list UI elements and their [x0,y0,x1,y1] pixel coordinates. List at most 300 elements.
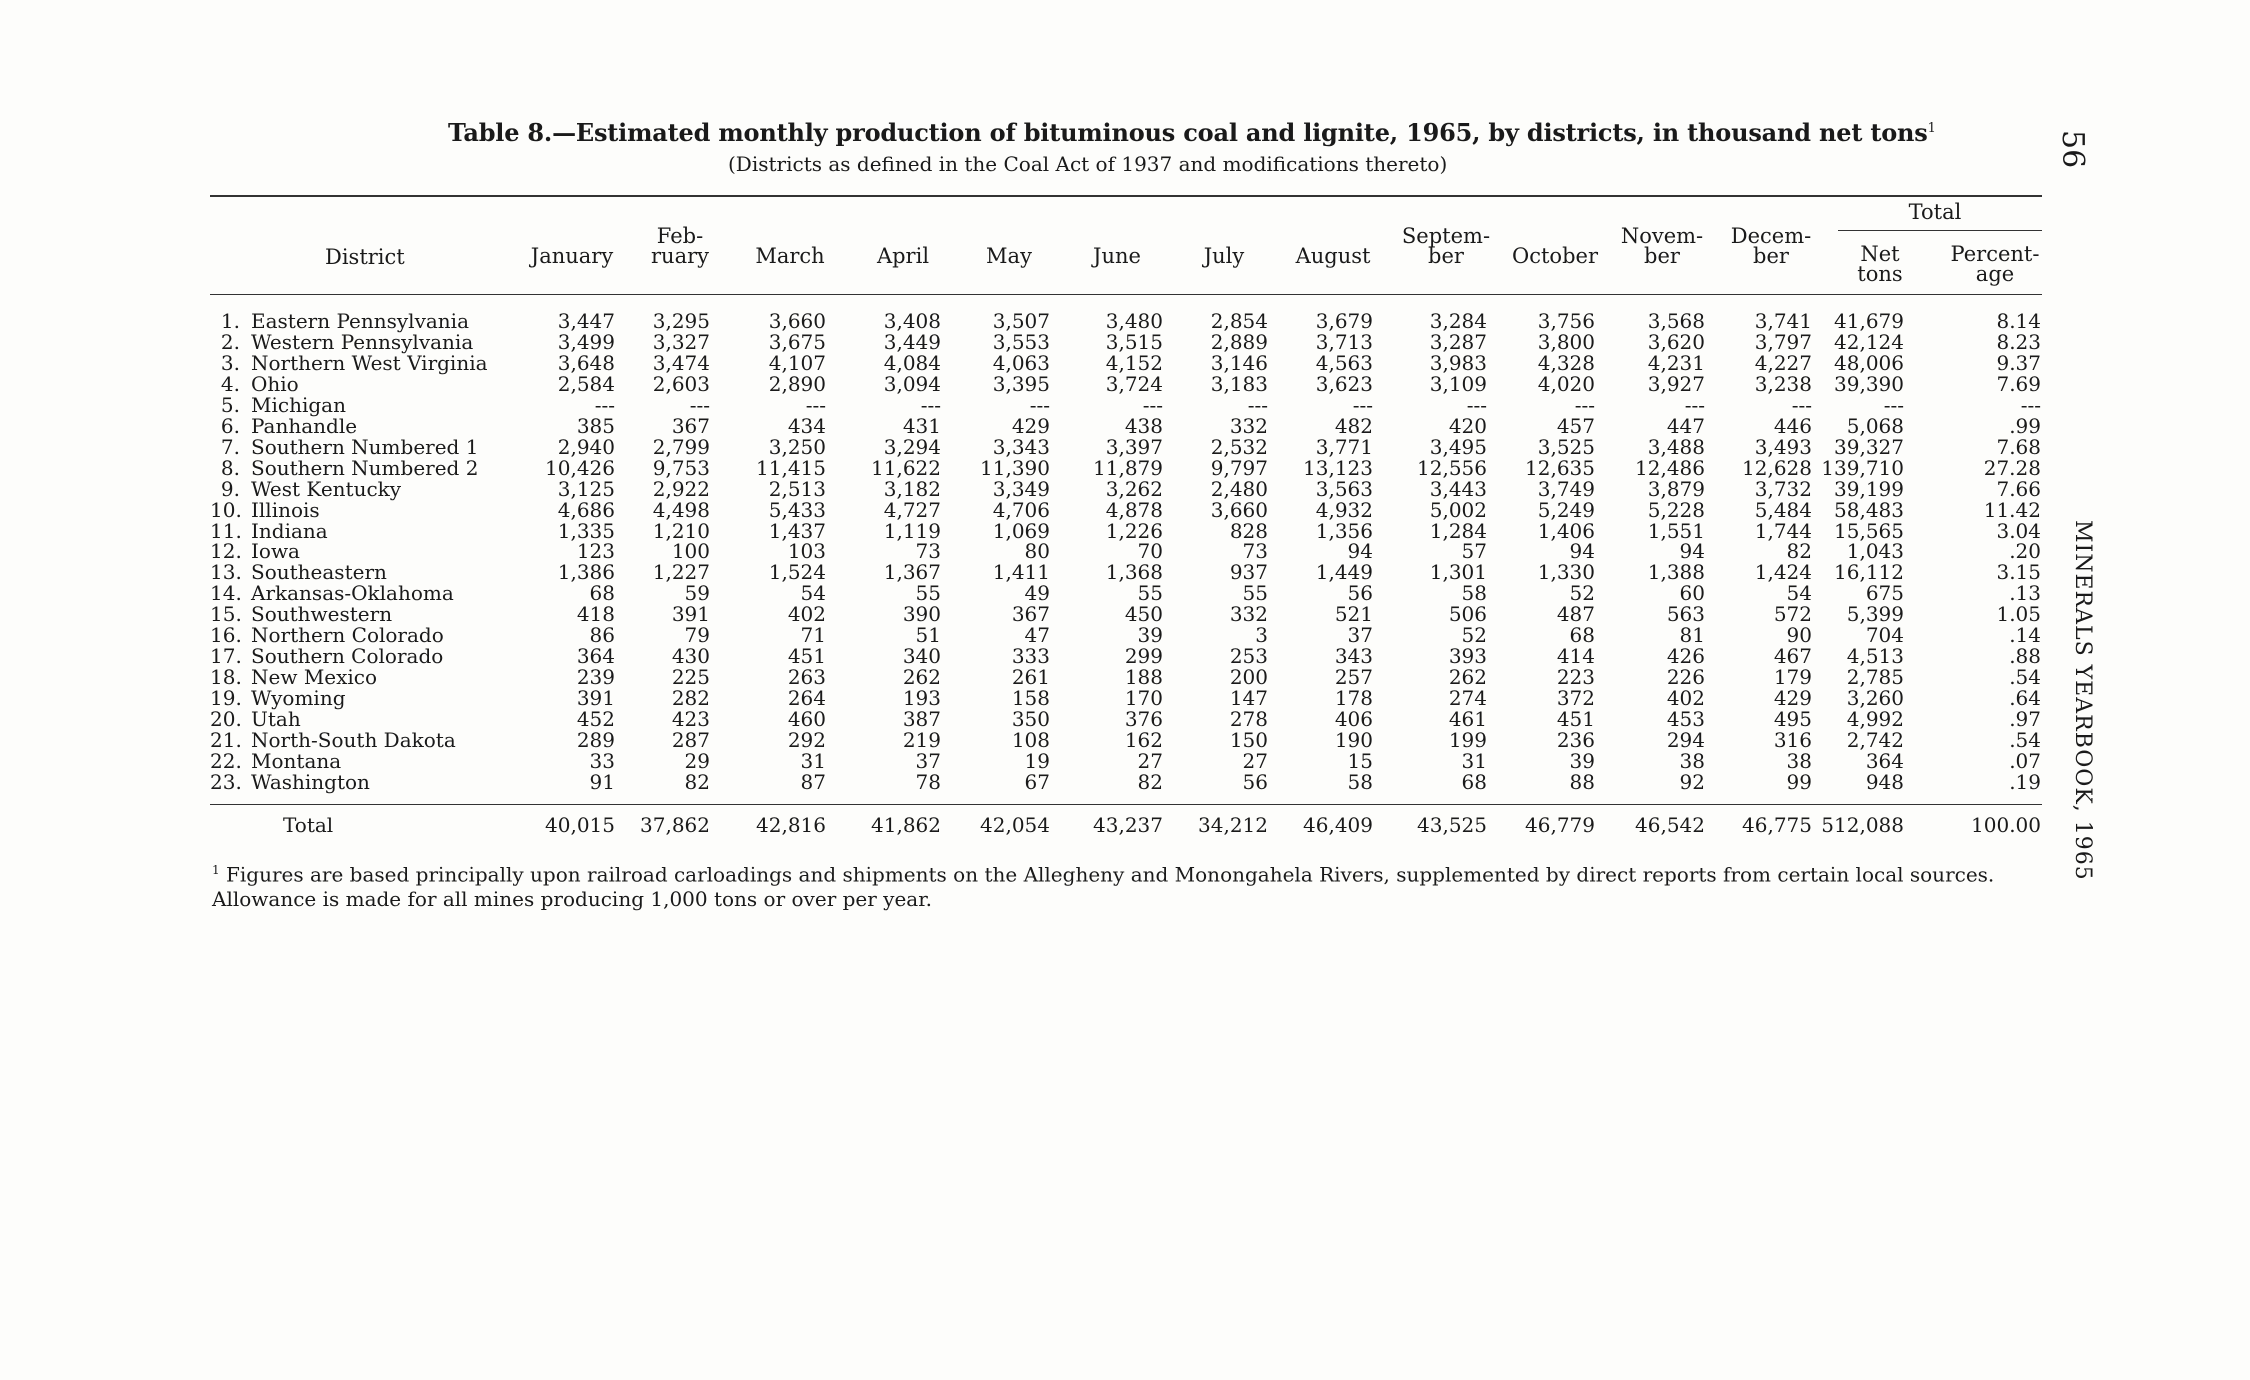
value-cell: .64 [2009,686,2041,710]
value-cell: 3,094 [883,372,941,396]
value-cell: 5,068 [1846,414,1904,438]
district-name: Arkansas-Oklahoma [251,581,454,605]
value-cell: 58 [1347,770,1373,794]
table-row [210,583,2042,604]
value-cell: 82 [684,770,710,794]
value-cell: --- [1466,393,1487,417]
value-cell: 12,635 [1525,456,1595,480]
value-cell: 1,406 [1537,519,1595,543]
value-cell: 506 [1448,602,1487,626]
value-cell: 3,732 [1754,477,1812,501]
value-cell: 367 [1011,602,1050,626]
value-cell: 9.37 [1996,351,2041,375]
value-cell: 5,484 [1754,498,1812,522]
value-cell: 495 [1773,707,1812,731]
value-cell: 82 [1786,539,1812,563]
value-cell: 225 [671,665,710,689]
value-cell: 1,227 [652,560,710,584]
value-cell: 332 [1229,414,1268,438]
row-number: 1. [220,309,240,333]
value-cell: .97 [2009,707,2041,731]
value-cell: --- [1791,393,1812,417]
table-row [210,562,2042,583]
value-cell: 3,675 [768,330,826,354]
value-cell: 402 [787,602,826,626]
value-cell: 5,228 [1647,498,1705,522]
value-cell: --- [1247,393,1268,417]
header-month: Novem- ber [1620,224,1704,268]
value-cell: 223 [1556,665,1595,689]
value-cell: .07 [2009,749,2041,773]
value-cell: 11,879 [1093,456,1163,480]
value-cell: 387 [902,707,941,731]
value-cell: --- [1029,393,1050,417]
value-cell: 188 [1124,665,1163,689]
value-cell: 11,390 [980,456,1050,480]
value-cell: 43,237 [1093,813,1163,837]
value-cell: 3,109 [1429,372,1487,396]
value-cell: 1,386 [557,560,615,584]
value-cell: 2,513 [768,477,826,501]
value-cell: 3 [1255,623,1268,647]
header-month: January [530,244,614,268]
value-cell: 2,799 [652,435,710,459]
value-cell: 68 [1461,770,1487,794]
value-cell: 1,356 [1315,519,1373,543]
value-cell: 3,488 [1647,435,1705,459]
district-name: Utah [251,707,301,731]
value-cell: 1,301 [1429,560,1487,584]
value-cell: 1,388 [1647,560,1705,584]
footnote-mark: 1 [212,863,220,877]
value-cell: 2,532 [1210,435,1268,459]
value-cell: 3,327 [652,330,710,354]
top-rule [210,195,2042,197]
value-cell: 38 [1786,749,1812,773]
value-cell: 2,785 [1846,665,1904,689]
header-month: May [986,244,1032,268]
value-cell: 1,210 [652,519,710,543]
value-cell: 333 [1011,644,1050,668]
table-row [210,437,2042,458]
value-cell: 47 [1024,623,1050,647]
value-cell: 139,710 [1821,456,1904,480]
district-name: Montana [251,749,342,773]
value-cell: 376 [1124,707,1163,731]
district-name: Indiana [251,519,328,543]
value-cell: 90 [1786,623,1812,647]
value-cell: 3,797 [1754,330,1812,354]
value-cell: 3,660 [768,309,826,333]
value-cell: 100.00 [1971,813,2041,837]
value-cell: 158 [1011,686,1050,710]
title-footnote-mark: 1 [1927,121,1936,136]
value-cell: 91 [589,770,615,794]
value-cell: 402 [1666,686,1705,710]
value-cell: 828 [1229,519,1268,543]
value-cell: 94 [1347,539,1373,563]
value-cell: 2,480 [1210,477,1268,501]
value-cell: 4,063 [992,351,1050,375]
value-cell: 40,015 [545,813,615,837]
district-name: Eastern Pennsylvania [251,309,469,333]
value-cell: 1,119 [883,519,941,543]
table-row [210,709,2042,730]
row-number: 23. [210,770,242,794]
value-cell: 3,623 [1315,372,1373,396]
value-cell: 3,443 [1429,477,1487,501]
value-cell: 264 [787,686,826,710]
value-cell: --- [805,393,826,417]
value-cell: 367 [671,414,710,438]
value-cell: 3,648 [557,351,615,375]
value-cell: 3,749 [1537,477,1595,501]
value-cell: 108 [1011,728,1050,752]
value-cell: 59 [684,581,710,605]
table-row [210,374,2042,395]
value-cell: 38 [1679,749,1705,773]
value-cell: 418 [576,602,615,626]
header-month: August [1295,244,1371,268]
value-cell: 46,409 [1303,813,1373,837]
value-cell: 219 [902,728,941,752]
table-row [210,541,2042,562]
value-cell: 4,878 [1105,498,1163,522]
value-cell: 1,069 [992,519,1050,543]
value-cell: 147 [1229,686,1268,710]
value-cell: 3,447 [557,309,615,333]
value-cell: 3,553 [992,330,1050,354]
value-cell: 429 [1011,414,1050,438]
value-cell: 426 [1666,644,1705,668]
value-cell: 31 [1461,749,1487,773]
value-cell: .99 [2009,414,2041,438]
value-cell: 3,349 [992,477,1050,501]
header-month: Septem- ber [1401,224,1491,268]
row-number: 7. [220,435,240,459]
value-cell: 31 [800,749,826,773]
header-month: Decem- ber [1730,224,1812,268]
value-cell: 431 [902,414,941,438]
value-cell: 3,250 [768,435,826,459]
value-cell: .54 [2009,728,2041,752]
value-cell: 364 [576,644,615,668]
value-cell: 3,620 [1647,330,1705,354]
value-cell: 3,507 [992,309,1050,333]
value-cell: .88 [2009,644,2041,668]
value-cell: 434 [787,414,826,438]
value-cell: 13,123 [1303,456,1373,480]
value-cell: 1,524 [768,560,826,584]
total-label: Total [283,813,334,837]
header-month: Feb- ruary [651,224,709,268]
value-cell: 1,330 [1537,560,1595,584]
value-cell: 56 [1242,770,1268,794]
value-cell: 274 [1448,686,1487,710]
value-cell: 5,399 [1846,602,1904,626]
district-name: Northern West Virginia [251,351,488,375]
value-cell: 372 [1556,686,1595,710]
value-cell: 4,686 [557,498,615,522]
value-cell: 1,335 [557,519,615,543]
value-cell: 3,287 [1429,330,1487,354]
district-name: Southern Numbered 2 [251,456,479,480]
value-cell: 4,328 [1537,351,1595,375]
table-row [210,521,2042,542]
value-cell: 123 [576,539,615,563]
row-number: 8. [220,456,240,480]
value-cell: 57 [1461,539,1487,563]
value-cell: 9,753 [652,456,710,480]
value-cell: 3,449 [883,330,941,354]
table-row [210,332,2042,353]
value-cell: 2,922 [652,477,710,501]
value-cell: 3,983 [1429,351,1487,375]
value-cell: 12,556 [1417,456,1487,480]
value-cell: 46,542 [1635,813,1705,837]
table-row [210,395,2042,416]
value-cell: 8.14 [1996,309,2041,333]
value-cell: 287 [671,728,710,752]
value-cell: 350 [1011,707,1050,731]
header-percentage: Percent- age [1950,242,2040,286]
value-cell: 294 [1666,728,1705,752]
value-cell: 92 [1679,770,1705,794]
row-number: 3. [220,351,240,375]
value-cell: 15,565 [1834,519,1904,543]
value-cell: 87 [800,770,826,794]
value-cell: 406 [1334,707,1373,731]
district-name: New Mexico [251,665,378,689]
value-cell: 58 [1461,581,1487,605]
value-cell: 236 [1556,728,1595,752]
total-rule [210,804,2042,805]
value-cell: 3.04 [1996,519,2041,543]
value-cell: 451 [1556,707,1595,731]
value-cell: 3,495 [1429,435,1487,459]
value-cell: 393 [1448,644,1487,668]
value-cell: .20 [2009,539,2041,563]
row-number: 18. [210,665,242,689]
value-cell: 5,433 [768,498,826,522]
value-cell: 179 [1773,665,1812,689]
value-cell: 3,679 [1315,309,1373,333]
table-row [210,500,2042,521]
district-name: Southeastern [251,560,387,584]
value-cell: 512,088 [1821,813,1904,837]
district-name: Panhandle [251,414,358,438]
value-cell: 3,713 [1315,330,1373,354]
value-cell: 2,584 [557,372,615,396]
value-cell: 78 [915,770,941,794]
value-cell: 68 [589,581,615,605]
value-cell: 27 [1242,749,1268,773]
value-cell: 170 [1124,686,1163,710]
table-row [210,688,2042,709]
value-cell: 56 [1347,581,1373,605]
value-cell: 390 [902,602,941,626]
value-cell: 199 [1448,728,1487,752]
value-cell: 150 [1229,728,1268,752]
row-number: 20. [210,707,242,731]
value-cell: 261 [1011,665,1050,689]
value-cell: 9,797 [1210,456,1268,480]
value-cell: 4,727 [883,498,941,522]
value-cell: 3,262 [1105,477,1163,501]
value-cell: 67 [1024,770,1050,794]
value-cell: 4,513 [1846,644,1904,668]
row-number: 2. [220,330,240,354]
header-month: October [1512,244,1598,268]
value-cell: 33 [589,749,615,773]
value-cell: 42,054 [980,813,1050,837]
value-cell: 39 [1137,623,1163,647]
district-name: Washington [251,770,370,794]
value-cell: 1,744 [1754,519,1812,543]
value-cell: 4,231 [1647,351,1705,375]
header-total: Total [1908,200,1962,224]
value-cell: 4,227 [1754,351,1812,375]
value-cell: 467 [1773,644,1812,668]
value-cell: 1,043 [1846,539,1904,563]
value-cell: 3.15 [1996,560,2041,584]
value-cell: 39,199 [1834,477,1904,501]
value-cell: --- [1142,393,1163,417]
header-net-tons: Net tons [1857,242,1903,286]
header-rule [210,294,2042,295]
value-cell: 43,525 [1417,813,1487,837]
table-row [210,311,2042,332]
table-title: Table 8.—Estimated monthly production of bituminous coal and lignite, 1965, by districts, in thousand net tons$^1$ [448,118,1936,147]
value-cell: 429 [1773,686,1812,710]
district-name: Western Pennsylvania [251,330,474,354]
value-cell: 4,020 [1537,372,1595,396]
value-cell: --- [1574,393,1595,417]
value-cell: 3,499 [557,330,615,354]
row-number: 11. [210,519,242,543]
value-cell: 446 [1773,414,1812,438]
value-cell: 49 [1024,581,1050,605]
value-cell: 39,390 [1834,372,1904,396]
row-number: 22. [210,749,242,773]
value-cell: 3,741 [1754,309,1812,333]
value-cell: 52 [1569,581,1595,605]
value-cell: 385 [576,414,615,438]
value-cell: 364 [1865,749,1904,773]
total-header-rule [1838,230,2042,231]
value-cell: 70 [1137,539,1163,563]
value-cell: 60 [1679,581,1705,605]
value-cell: 3,182 [883,477,941,501]
value-cell: 675 [1865,581,1904,605]
value-cell: 82 [1137,770,1163,794]
value-cell: 99 [1786,770,1812,794]
value-cell: 1,437 [768,519,826,543]
value-cell: --- [594,393,615,417]
value-cell: 46,775 [1742,813,1812,837]
value-cell: 4,498 [652,498,710,522]
value-cell: 11,622 [871,456,941,480]
value-cell: 521 [1334,602,1373,626]
value-cell: 263 [787,665,826,689]
value-cell: 3,295 [652,309,710,333]
value-cell: 94 [1679,539,1705,563]
value-cell: 3,515 [1105,330,1163,354]
value-cell: 3,397 [1105,435,1163,459]
value-cell: 3,146 [1210,351,1268,375]
value-cell: 487 [1556,602,1595,626]
value-cell: 58,483 [1834,498,1904,522]
value-cell: 3,771 [1315,435,1373,459]
table-row [210,479,2042,500]
value-cell: 2,854 [1210,309,1268,333]
value-cell: 29 [684,749,710,773]
value-cell: 460 [787,707,826,731]
value-cell: 3,260 [1846,686,1904,710]
value-cell: 332 [1229,602,1268,626]
total-row [210,815,2042,836]
value-cell: 54 [1786,581,1812,605]
value-cell: 73 [915,539,941,563]
value-cell: 482 [1334,414,1373,438]
value-cell: 257 [1334,665,1373,689]
value-cell: 3,563 [1315,477,1373,501]
header-district: District [325,245,405,269]
value-cell: 12,628 [1742,456,1812,480]
value-cell: 103 [787,539,826,563]
value-cell: 100 [671,539,710,563]
district-name: Northern Colorado [251,623,444,647]
value-cell: 4,992 [1846,707,1904,731]
district-name: West Kentucky [251,477,402,501]
value-cell: 451 [787,644,826,668]
value-cell: .19 [2009,770,2041,794]
value-cell: 3,284 [1429,309,1487,333]
row-number: 10. [210,498,242,522]
value-cell: 7.69 [1996,372,2041,396]
value-cell: 37,862 [640,813,710,837]
value-cell: 193 [902,686,941,710]
value-cell: 48,006 [1834,351,1904,375]
district-name: Wyoming [251,686,346,710]
value-cell: 86 [589,623,615,647]
value-cell: --- [920,393,941,417]
value-cell: .14 [2009,623,2041,647]
value-cell: 4,932 [1315,498,1373,522]
row-number: 14. [210,581,242,605]
value-cell: 3,800 [1537,330,1595,354]
value-cell: 438 [1124,414,1163,438]
value-cell: 226 [1666,665,1705,689]
value-cell: 27.28 [1983,456,2041,480]
value-cell: 11,415 [756,456,826,480]
value-cell: 34,212 [1198,813,1268,837]
value-cell: 162 [1124,728,1163,752]
value-cell: 3,125 [557,477,615,501]
value-cell: 1,284 [1429,519,1487,543]
value-cell: 3,294 [883,435,941,459]
value-cell: 316 [1773,728,1812,752]
value-cell: --- [1352,393,1373,417]
row-number: 6. [220,414,240,438]
table-row [210,416,2042,437]
value-cell: 2,890 [768,372,826,396]
row-number: 13. [210,560,242,584]
value-cell: 10,426 [545,456,615,480]
value-cell: 80 [1024,539,1050,563]
row-number: 15. [210,602,242,626]
value-cell: 253 [1229,644,1268,668]
